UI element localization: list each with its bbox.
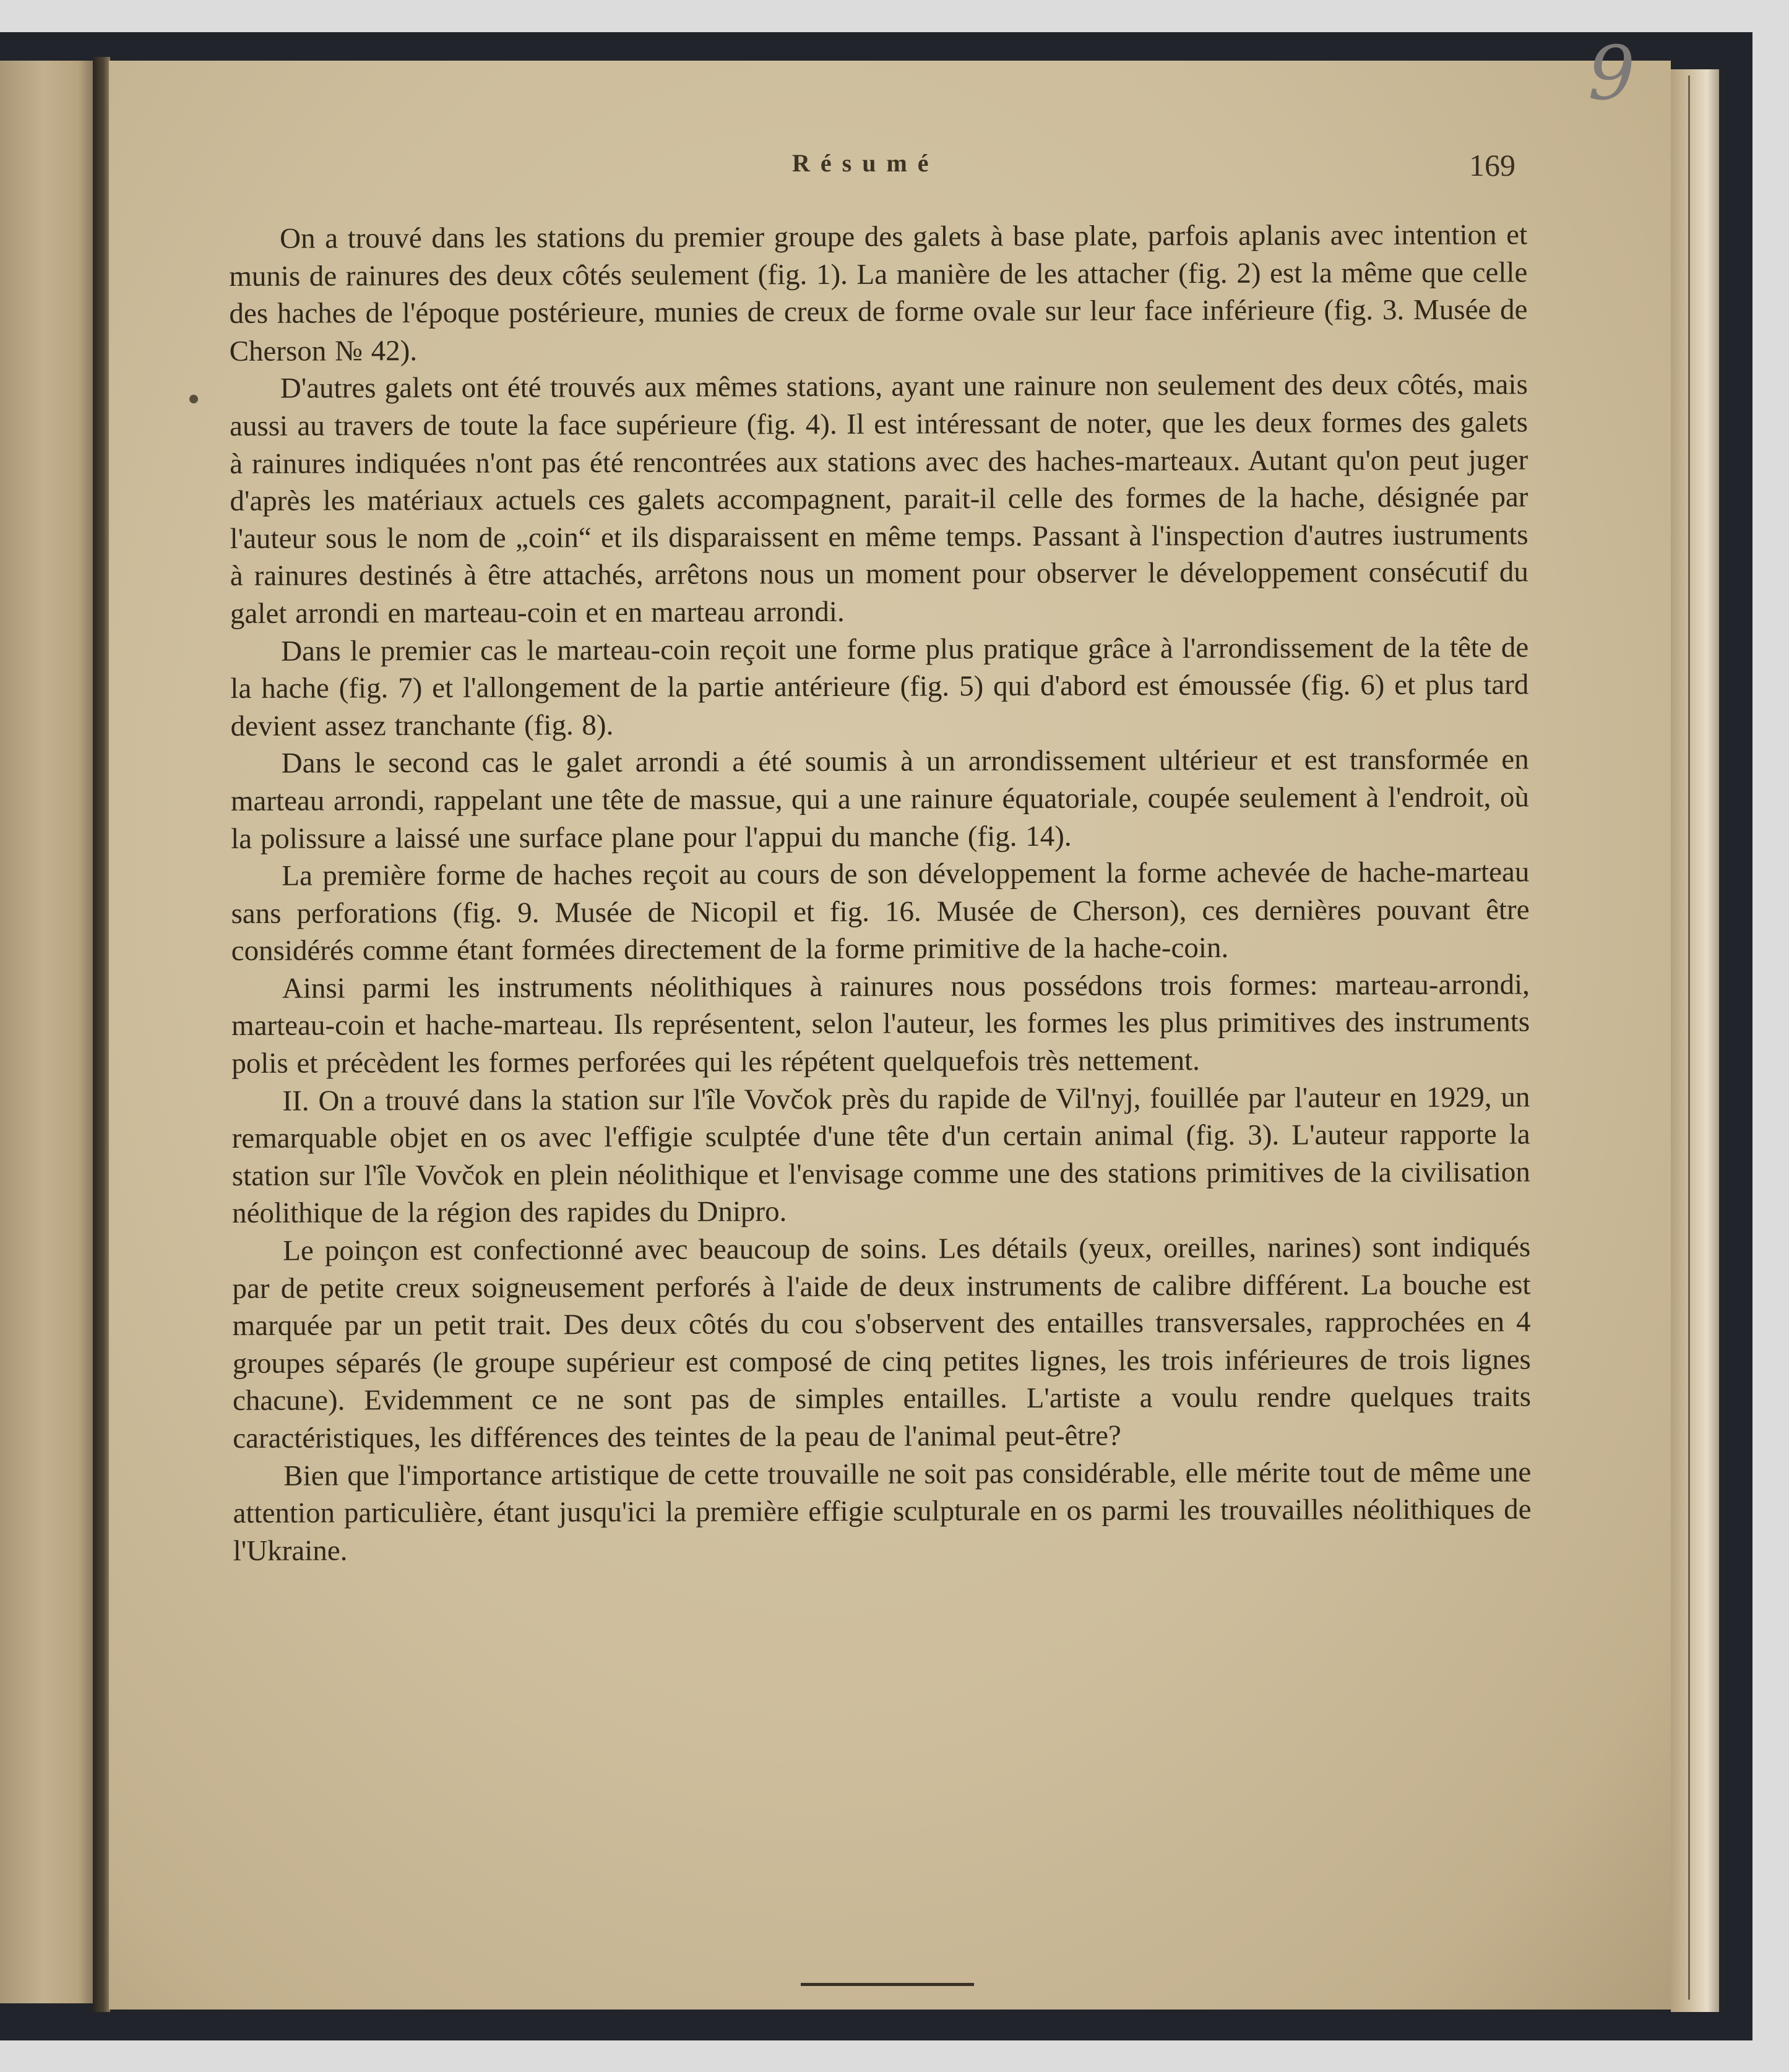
paragraph: Bien que l'importance artistique de cette trouvaille ne soit pas considérable, elle mérite tout de même une attention particulière, étant jusqu'ici la première effigie sculpturale en os parmi les trouvailles néolithiques de l'Ukraine. — [233, 1455, 1532, 1567]
paragraph: On a trouvé dans les stations du premier groupe des galets à base plate, parfois aplanis avec intention et munis de rainures des deux côtés seulement (fig. 1). La manière de les attacher (fig. 2) est la même que celle des haches de l'époque postérieure, munies de creux de forme ovale sur leur face inférieure (fig. 3. Musée de Cherson № 42). — [229, 218, 1528, 368]
page-number: 169 — [1469, 148, 1515, 183]
margin-dot — [189, 395, 198, 403]
paragraph: Le poinçon est confectionné avec beaucoup de soins. Les détails (yeux, oreilles, narines) sont indiqués par de petite creux soigneusement perforés à l'aide de deux instruments de calibre différent. La bouche est marquée par un petit trait. Des deux côtés du cou s'observent des entailles transversales, rapprochées en 4 groupes séparés (le groupe supérieur est composé de cinq petites lignes, les trois inférieures de trois lignes chacune). Evidemment ce ne sont pas de simples entailles. L'artiste a voulu rendre quelques traits caractéristiques, les différences des teintes de la peau de l'animal peut-être? — [232, 1231, 1532, 1455]
running-title: Résumé — [792, 149, 939, 177]
book-gutter — [93, 57, 110, 2012]
paragraph: La première forme de haches reçoit au cours de son développement la forme achevée de hache-marteau sans perforations (fig. 9. Musée de Nicopil et fig. 16. Musée de Cherson), ces dernières pouvant être considérés comme étant formées directement de la forme primitive de la hache-coin. — [231, 856, 1530, 968]
page-stack-line — [1688, 75, 1690, 2000]
paragraph: Dans le second cas le galet arrondi a été soumis à un arrondissement ultérieur et est transformée en marteau arrondi, rappelant une tête de massue, qui a une rainure équatoriale, coupée seulement à l'endroit, où la polissure a laissé une surface plane pour l'appui du manche (fig. 14). — [230, 743, 1530, 855]
paragraph: II. On a trouvé dans la station sur l'île Vovčok près du rapide de Vil'nyj, fouillée par l'auteur en 1929, un remarquable objet en os avec l'effigie sculptée d'une tête d'un certain animal (fig. 3). L'auteur rapporte la station sur l'île Vovčok en plein néolithique et l'envisage comme une des stations primitives de la civilisation néolithique de la région des rapides du Dnipro. — [231, 1081, 1530, 1230]
paragraph: D'autres galets ont été trouvés aux mêmes stations, ayant une rainure non seulement des deux côtés, mais aussi au travers de toute la face supérieure (fig. 4). Il est intéressant de noter, que les deux formes des galets à rainures indiquées n'ont pas été rencontrées aux stations avec des haches-marteaux. Autant qu'on peut juger d'après les matériaux actuels ces galets accompagnent, parait-il celle des formes de la hache, désignée par l'auteur sous le nom de „coin“ et ils disparaissent en même temps. Passant à l'inspection d'autres iustruments à rainures destinés à être attachés, arrêtons nous un moment pour observer le développement consécutif du galet arrondi en marteau-coin et en marteau arrondi. — [229, 368, 1528, 630]
paragraph: Ainsi parmi les instruments néolithiques à rainures nous possédons trois formes: marteau-arrondi, marteau-coin et hache-marteau. Ils représentent, selon l'auteur, les formes les plus primitives des instruments polis et précèdent les formes perforées qui les répétent quelquefois très nettement. — [231, 968, 1530, 1080]
page-stack-edge — [1671, 69, 1719, 2012]
left-page-edge — [0, 61, 98, 2003]
paragraph: Dans le premier cas le marteau-coin reçoit une forme plus pratique grâce à l'arrondissement de la tête de la hache (fig. 7) et l'allongement de la partie antérieure (fig. 5) qui d'abord est émoussée (fig. 6) et plus tard devient assez tranchante (fig. 8). — [230, 630, 1529, 742]
closing-rule — [801, 1983, 974, 1986]
body-text — [229, 216, 1532, 1570]
pencil-folio-mark: 9 — [1588, 31, 1636, 117]
